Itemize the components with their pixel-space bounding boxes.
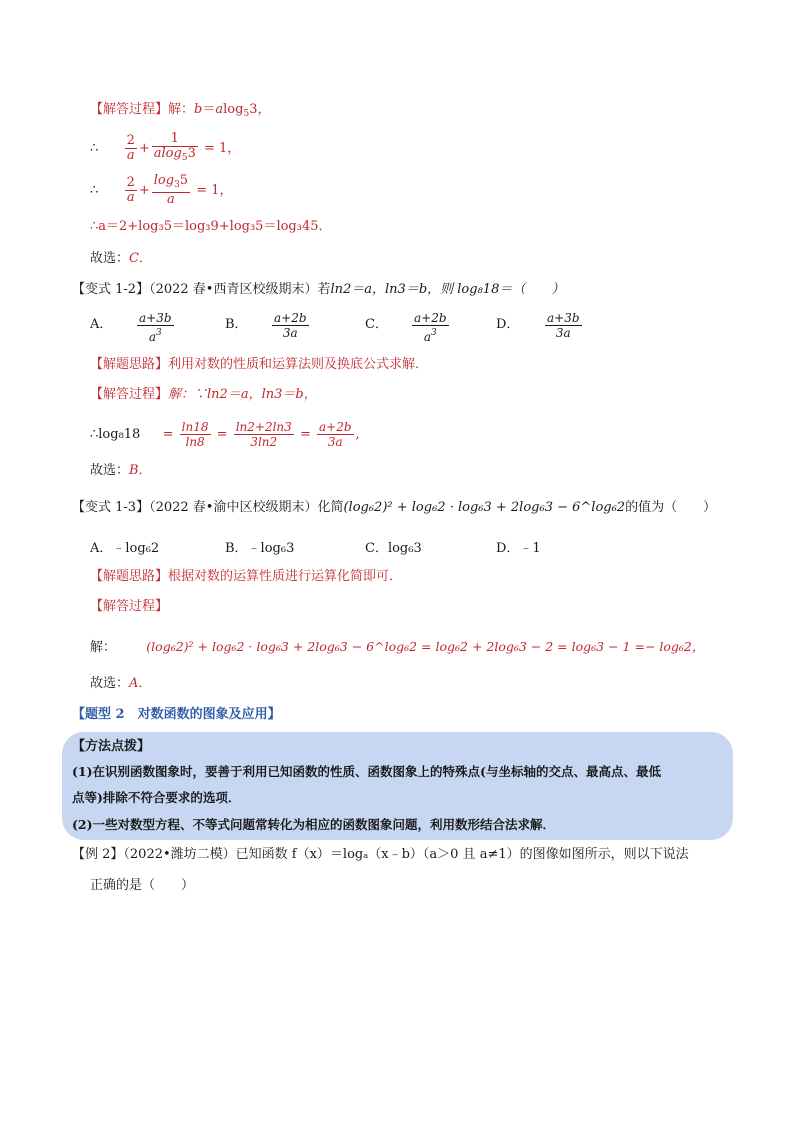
denominator: ln8: [180, 434, 211, 449]
answer-line-1-2: [90, 462, 152, 480]
denominator: 3ln2: [234, 434, 294, 449]
variant-source: （2022 春•西青区校级期末）若: [149, 282, 331, 297]
equals: =: [216, 427, 228, 442]
numerator: a+2b: [318, 420, 352, 434]
numerator: 1: [170, 131, 179, 146]
log-text: log: [223, 102, 244, 117]
equals: ＝: [202, 102, 216, 117]
answer-value: B: [129, 463, 139, 478]
solution-prefix: 解：: [168, 102, 195, 117]
denominator-arg: 3: [187, 146, 196, 161]
option-d: [496, 313, 519, 332]
numerator: a+3b: [139, 311, 172, 325]
comma: ，: [257, 102, 271, 117]
answer-line-1: [90, 250, 152, 268]
variant-tail: 的值为（ ）: [625, 500, 717, 515]
equals-one: = 1: [196, 183, 220, 198]
process-label-1-3: 【解答过程】: [90, 599, 169, 614]
answer-label: 故选：: [90, 463, 130, 478]
variant-expression: (log₆2)² + log₆2 · log₆3 + 2log₆3 − 6^log₆2: [343, 500, 626, 515]
idea-line-1-3: [90, 568, 402, 586]
idea-line-1-2: [90, 356, 428, 374]
denominator-a: a: [153, 146, 162, 161]
answer-value: A: [129, 676, 139, 691]
option-a-fraction: [135, 311, 176, 344]
numerator: ln2+2ln3: [235, 420, 292, 434]
option-letter: B．: [225, 317, 248, 332]
option-a-1-3: A．﹣log₆2: [90, 541, 160, 556]
period: ．: [138, 463, 152, 478]
method-line-3: (2)一些对数型方程、不等式问题常转化为相应的函数图象问题，利用数形结合法求解．: [72, 817, 556, 832]
example-2-line-1: [72, 846, 689, 864]
denominator: a: [125, 148, 137, 163]
solution-line-2: [90, 132, 240, 165]
process-line-1-2: [90, 386, 317, 404]
numerator: 2: [126, 133, 135, 148]
equals: =: [299, 427, 311, 442]
var-a: a: [215, 102, 224, 117]
option-b-fraction: [270, 311, 311, 340]
numerator-arg: 5: [179, 173, 189, 188]
log-arg: 3: [249, 102, 258, 117]
answer-label: 故选：: [90, 676, 130, 691]
exponent: 3: [155, 328, 162, 338]
answer-value: C: [129, 251, 139, 266]
answer-label: 故选：: [90, 251, 130, 266]
comma: ，: [219, 183, 233, 198]
comma: ，: [227, 141, 241, 156]
numerator: a+2b: [274, 311, 307, 325]
denominator: 3a: [317, 434, 354, 449]
solution-expression: (log₆2)² + log₆2 · log₆3 + 2log₆3 − 6^log₆2 = log₆2 + 2log₆3 − 2 = log₆3 − 1 =− log₆2，: [146, 639, 705, 654]
variant-source: （2022 春•渝中区校级期末）化简: [149, 500, 344, 515]
idea-label: 【解题思路】: [90, 357, 169, 372]
plus: +: [138, 141, 150, 156]
fraction-log35-over-a: [152, 174, 190, 207]
option-b: [225, 313, 248, 332]
idea-text: 利用对数的性质和运算法则及换底公式求解．: [168, 357, 429, 372]
option-letter: C．: [365, 317, 388, 332]
denominator: a: [152, 192, 190, 207]
variant-1-3-question: [72, 499, 716, 517]
numerator-log: log: [153, 173, 175, 188]
answer-line-1-3: [90, 675, 151, 693]
variant-label: 【变式 1-2】: [72, 282, 150, 297]
calc-lhs: ∴log₈18: [90, 427, 141, 442]
numerator-base: 3: [174, 180, 180, 190]
variant-1-2-question: [72, 281, 564, 299]
denominator: a: [125, 190, 137, 205]
option-c-fraction: [410, 311, 451, 344]
option-a: [90, 313, 112, 332]
option-d-fraction: [543, 311, 584, 340]
method-title: 【方法点拨】: [72, 739, 151, 754]
solution-label: 【解答过程】: [90, 102, 169, 117]
option-b-1-3: B．﹣log₆3: [225, 541, 295, 556]
calc-line-1-2: ∴log₈18 = $\frac{\ln 18}{\ln 8}$ = $\frac{\ln 2+2\ln 3}{3\ln 2}$ = $\frac{a+2b}{3a}$ ,: [90, 420, 360, 449]
fraction-1-over-alog: [152, 132, 198, 165]
var-b: b: [194, 102, 203, 117]
example-text: （2022•潍坊二模）已知函数 f（x）＝logₐ（x﹣b）（a＞0 且 a≠1）的图像如图所示，则以下说法: [123, 847, 689, 862]
equals: =: [162, 427, 174, 442]
period: ．: [138, 251, 152, 266]
solution-line-1: [90, 101, 270, 123]
denominator: 3a: [272, 325, 309, 340]
process-text: 解：∵ln2＝a，ln3＝b，: [168, 387, 317, 402]
denominator: 3a: [545, 325, 582, 340]
numerator: a+3b: [547, 311, 580, 325]
method-line-1: (1)在识别函数图象时，要善于利用已知函数的性质、函数图象上的特殊点(与坐标轴的交点、最高点、最低: [72, 764, 661, 779]
option-c-1-3: C．log₆3: [365, 541, 422, 556]
period: ．: [138, 676, 152, 691]
idea-label: 【解题思路】: [90, 569, 169, 584]
option-letter: D．: [496, 317, 520, 332]
idea-text: 根据对数的运算性质进行运算化简即可．: [168, 569, 403, 584]
variant-label: 【变式 1-3】: [72, 500, 150, 515]
denominator-base: 5: [181, 153, 188, 163]
numerator: 2: [126, 175, 135, 190]
log-base: 5: [243, 109, 250, 119]
fraction-2-over-a: [125, 176, 137, 205]
therefore-symbol: ∴: [90, 141, 99, 156]
equals-one: = 1: [203, 141, 228, 156]
method-box: [62, 732, 733, 840]
solution-line-1-3: [90, 638, 704, 657]
topic-2-heading: 【题型 2 对数函数的图象及应用】: [72, 707, 281, 722]
solution-prefix: 解：: [90, 640, 117, 655]
denominator: a: [423, 330, 431, 344]
process-label: 【解答过程】: [90, 387, 169, 402]
therefore-symbol: ∴: [90, 183, 99, 198]
method-line-2: 点等)排除不符合要求的选项．: [72, 790, 241, 805]
numerator: a+2b: [414, 311, 447, 325]
denominator: a: [148, 330, 156, 344]
option-d-1-3: D．﹣1: [496, 541, 541, 556]
option-c: [365, 313, 388, 332]
fraction-2-over-a: [125, 134, 137, 163]
example-label: 【例 2】: [72, 847, 124, 862]
exponent: 3: [430, 328, 437, 338]
example-2-line-2: 正确的是（ ）: [90, 878, 195, 893]
option-letter: A．: [90, 317, 113, 332]
solution-line-4: ∴a＝2+log₃5＝log₃9+log₃5＝log₃45．: [90, 219, 332, 234]
variant-stem: ln2＝a，ln3＝b，则 log₈18＝（ ）: [330, 282, 565, 297]
numerator: ln18: [181, 420, 209, 434]
denominator-log: log: [161, 146, 182, 161]
plus: +: [138, 183, 150, 198]
solution-line-3: [90, 174, 233, 207]
